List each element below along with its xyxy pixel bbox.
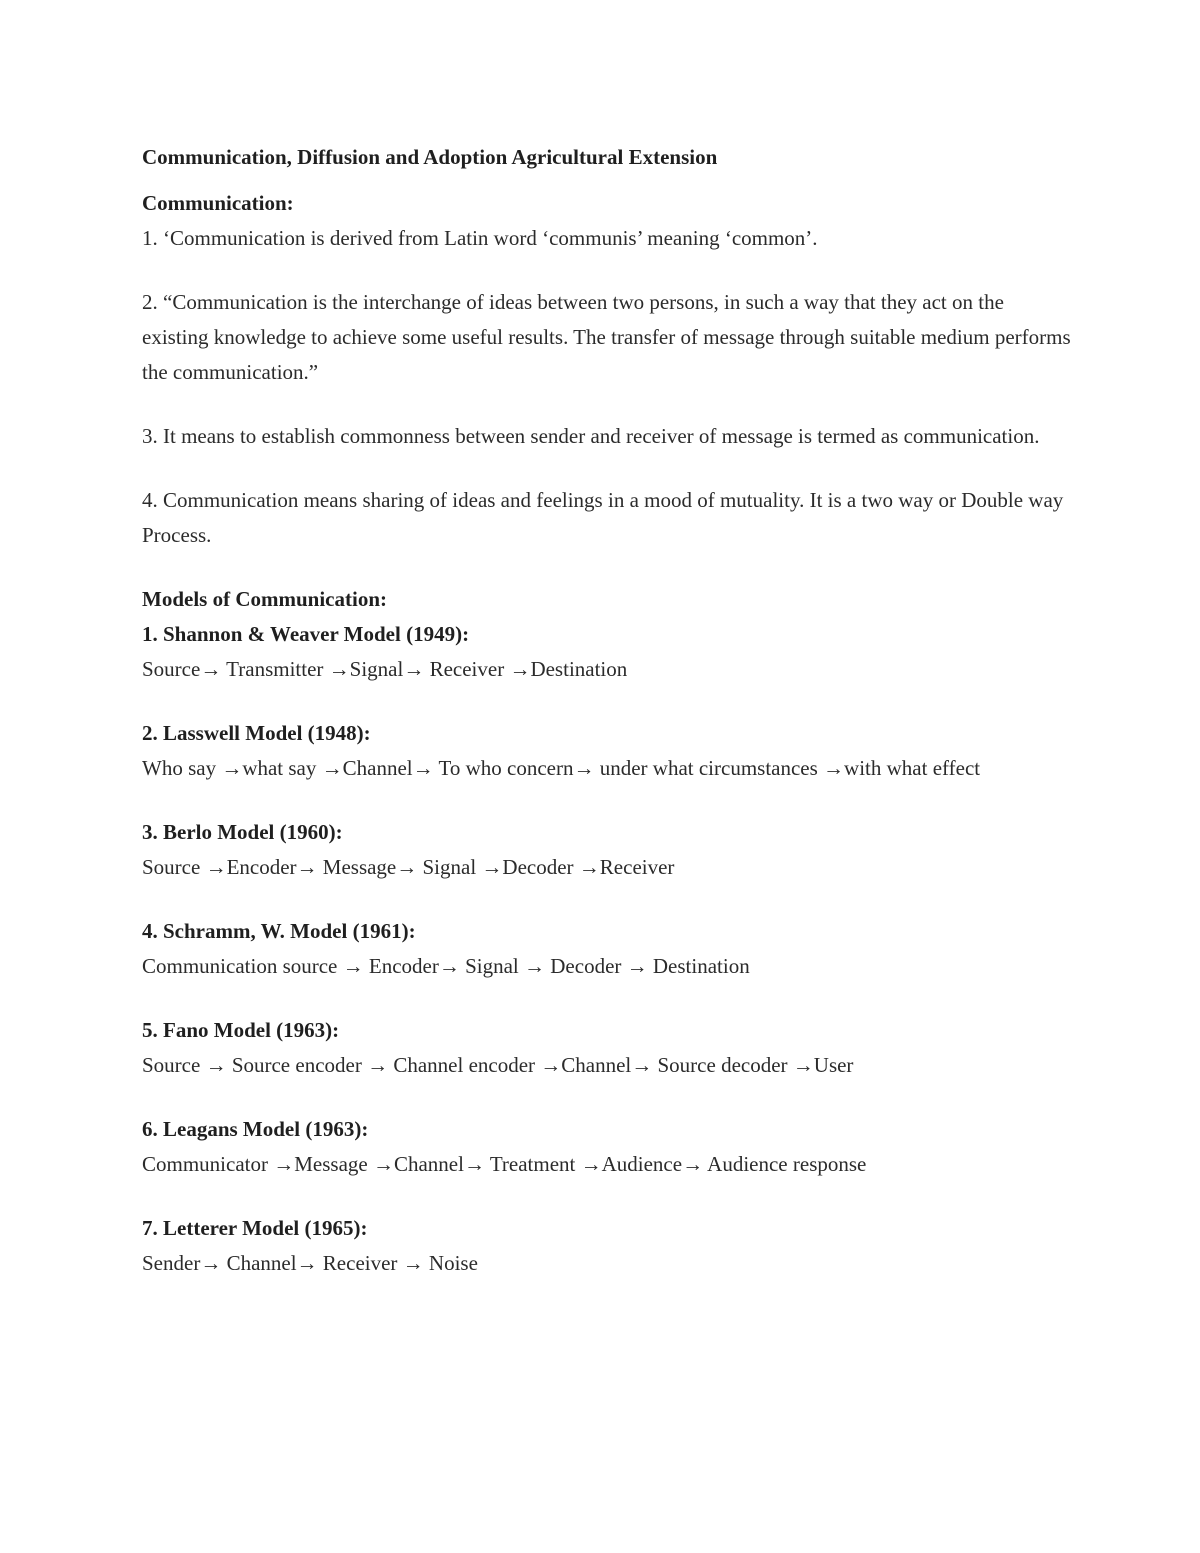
model-5-name: 5. Fano Model (1963): bbox=[142, 1018, 340, 1042]
definition-4: 4. Communication means sharing of ideas and feelings in a mood of mutuality. It is a two way or Double way Process. bbox=[142, 488, 1064, 547]
document-title: Communication, Diffusion and Adoption Agricultural Extension bbox=[142, 145, 718, 169]
communication-heading: Communication: bbox=[142, 191, 294, 215]
model-1-name: 1. Shannon & Weaver Model (1949): bbox=[142, 622, 470, 646]
model-3-name: 3. Berlo Model (1960): bbox=[142, 820, 343, 844]
model-7-name: 7. Letterer Model (1965): bbox=[142, 1216, 368, 1240]
model-1-flow: Source→ Transmitter →Signal→ Receiver →Destination bbox=[142, 657, 628, 681]
models-heading: Models of Communication: bbox=[142, 587, 387, 611]
model-3-flow: Source →Encoder→ Message→ Signal →Decoder →Receiver bbox=[142, 855, 675, 879]
definition-3: 3. It means to establish commonness between sender and receiver of message is termed as communication. bbox=[142, 424, 1040, 448]
model-6-flow: Communicator →Message →Channel→ Treatment →Audience→ Audience response bbox=[142, 1152, 867, 1176]
model-4-flow: Communication source → Encoder→ Signal → Decoder → Destination bbox=[142, 954, 750, 978]
definition-1: 1. ‘Communication is derived from Latin word ‘communis’ meaning ‘common’. bbox=[142, 226, 818, 250]
definition-2: 2. “Communication is the interchange of ideas between two persons, in such a way that they act on the existing knowledge to achieve some useful results. The transfer of message through suitable medium performs the communication.” bbox=[142, 290, 1071, 384]
model-6-name: 6. Leagans Model (1963): bbox=[142, 1117, 369, 1141]
model-7-flow: Sender→ Channel→ Receiver → Noise bbox=[142, 1251, 478, 1275]
model-5-flow: Source → Source encoder → Channel encoder →Channel→ Source decoder →User bbox=[142, 1053, 854, 1077]
model-2-name: 2. Lasswell Model (1948): bbox=[142, 721, 371, 745]
document-page bbox=[142, 140, 1072, 1310]
model-4-name: 4. Schramm, W. Model (1961): bbox=[142, 919, 416, 943]
model-2-flow: Who say →what say →Channel→ To who concern→ under what circumstances →with what effect bbox=[142, 756, 981, 780]
